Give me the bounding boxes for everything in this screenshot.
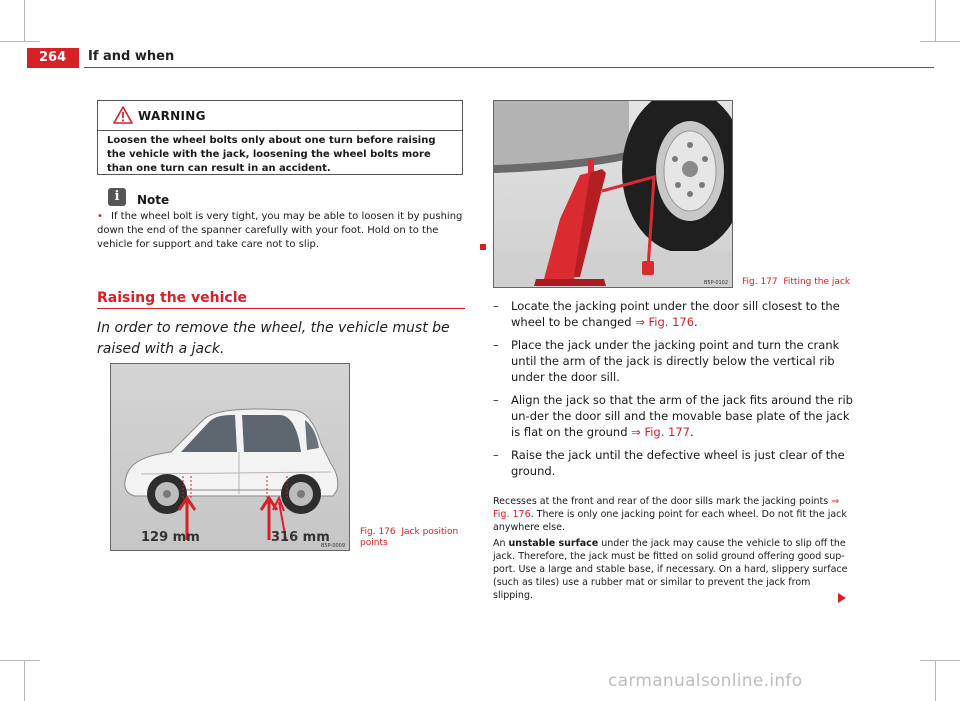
figure-177-image bbox=[493, 100, 733, 288]
step-item bbox=[493, 337, 853, 385]
step-dash: – bbox=[493, 299, 499, 313]
fig177-caption-text: Fitting the jack bbox=[783, 277, 851, 287]
para2-post: under the jack may cause the vehicle to slip off the jack. Therefore, the jack must be fitted on solid ground offering good sup-port. Use a large and stable base, if necessary. On a hard, slippery surface (such as tiles) use a rubber mat or similar to prevent the jack from slipping. bbox=[493, 538, 848, 601]
figure-reference-link[interactable]: ⇒ Fig. 177 bbox=[631, 425, 690, 439]
section-end-marker bbox=[480, 244, 486, 250]
note-text bbox=[97, 210, 465, 252]
crop-mark bbox=[935, 0, 936, 41]
car-side-illustration bbox=[111, 364, 350, 551]
unstable-surface-paragraph bbox=[493, 537, 853, 602]
fig177-caption bbox=[742, 277, 862, 288]
crop-mark bbox=[0, 41, 40, 42]
jacking-points-paragraph bbox=[493, 495, 853, 534]
figure-reference-link[interactable]: ⇒ Fig. 176 bbox=[635, 315, 695, 329]
page-number: 264 bbox=[27, 48, 79, 68]
para2-bold: unstable surface bbox=[508, 538, 599, 549]
page-title: If and when bbox=[88, 49, 175, 64]
figure-reference-link[interactable]: ⇒ Fig. 176 bbox=[493, 496, 840, 520]
step-end: . bbox=[689, 425, 694, 439]
fig177-caption-number: Fig. 177 bbox=[742, 277, 778, 287]
header-rule bbox=[84, 67, 934, 68]
para1-post: . There is only one jacking point for each wheel. Do not fit the jack anywhere else. bbox=[493, 509, 847, 533]
note-body: If the wheel bolt is very tight, you may be able to loosen it by pushing down the end of the spanner carefully with your foot. Hold on to the vehicle for support and take care not to slip. bbox=[97, 211, 463, 250]
note-info-icon: i bbox=[108, 188, 126, 206]
crop-mark bbox=[24, 0, 25, 41]
section-rule bbox=[97, 308, 465, 309]
step-dash: – bbox=[493, 393, 499, 407]
fig176-caption bbox=[360, 527, 460, 549]
fig176-label-front: 129 mm bbox=[141, 530, 200, 545]
continue-arrow-icon bbox=[838, 593, 846, 603]
jack-fitting-illustration bbox=[494, 101, 733, 288]
step-text: Align the jack so that the arm of the jack fits around the rib un-der the door sill and the movable base plate of the jack is flat on the ground bbox=[511, 393, 853, 439]
fig176-caption-number: Fig. 176 bbox=[360, 527, 396, 537]
step-end: . bbox=[694, 315, 698, 329]
step-item bbox=[493, 447, 853, 479]
para1-pre: Recesses at the front and rear of the door sills mark the jacking points bbox=[493, 496, 832, 507]
warning-box bbox=[97, 100, 463, 175]
fig176-label-rear: 316 mm bbox=[271, 530, 330, 545]
crop-mark bbox=[920, 41, 960, 42]
warning-triangle-icon bbox=[113, 106, 133, 124]
note-title: Note bbox=[137, 193, 170, 207]
step-item bbox=[493, 392, 853, 440]
crop-mark bbox=[920, 660, 960, 661]
step-item bbox=[493, 298, 853, 330]
warning-text: Loosen the wheel bolts only about one turn before raising the vehicle with the jack, loosening the wheel bolts more than one turn can result in an accident. bbox=[107, 135, 436, 174]
step-text: Locate the jacking point under the door sill closest to the wheel to be changed bbox=[511, 299, 840, 329]
crop-mark bbox=[935, 660, 936, 701]
figure-176-image bbox=[110, 363, 350, 551]
note-bullet: • bbox=[97, 211, 103, 222]
fig176-caption-text: Jack position points bbox=[360, 527, 459, 548]
step-text: Place the jack under the jacking point and turn the crank until the arm of the jack is directly below the vertical rib under the door sill. bbox=[511, 338, 840, 384]
para2-pre: An bbox=[493, 538, 509, 549]
step-text: Raise the jack until the defective wheel is just clear of the ground. bbox=[511, 448, 845, 478]
crop-mark bbox=[0, 660, 40, 661]
warning-title: WARNING bbox=[138, 109, 206, 123]
crop-mark bbox=[24, 660, 25, 701]
fig177-code: B5P-0102 bbox=[704, 280, 729, 286]
step-dash: – bbox=[493, 448, 499, 462]
section-title: Raising the vehicle bbox=[97, 290, 248, 306]
section-intro: In order to remove the wheel, the vehicle must be raised with a jack. bbox=[97, 320, 450, 357]
step-dash: – bbox=[493, 338, 499, 352]
watermark: carmanualsonline.info bbox=[608, 671, 803, 691]
warning-header bbox=[98, 101, 462, 131]
fig176-code: B5P-0009 bbox=[321, 543, 346, 549]
step-list bbox=[493, 298, 853, 486]
